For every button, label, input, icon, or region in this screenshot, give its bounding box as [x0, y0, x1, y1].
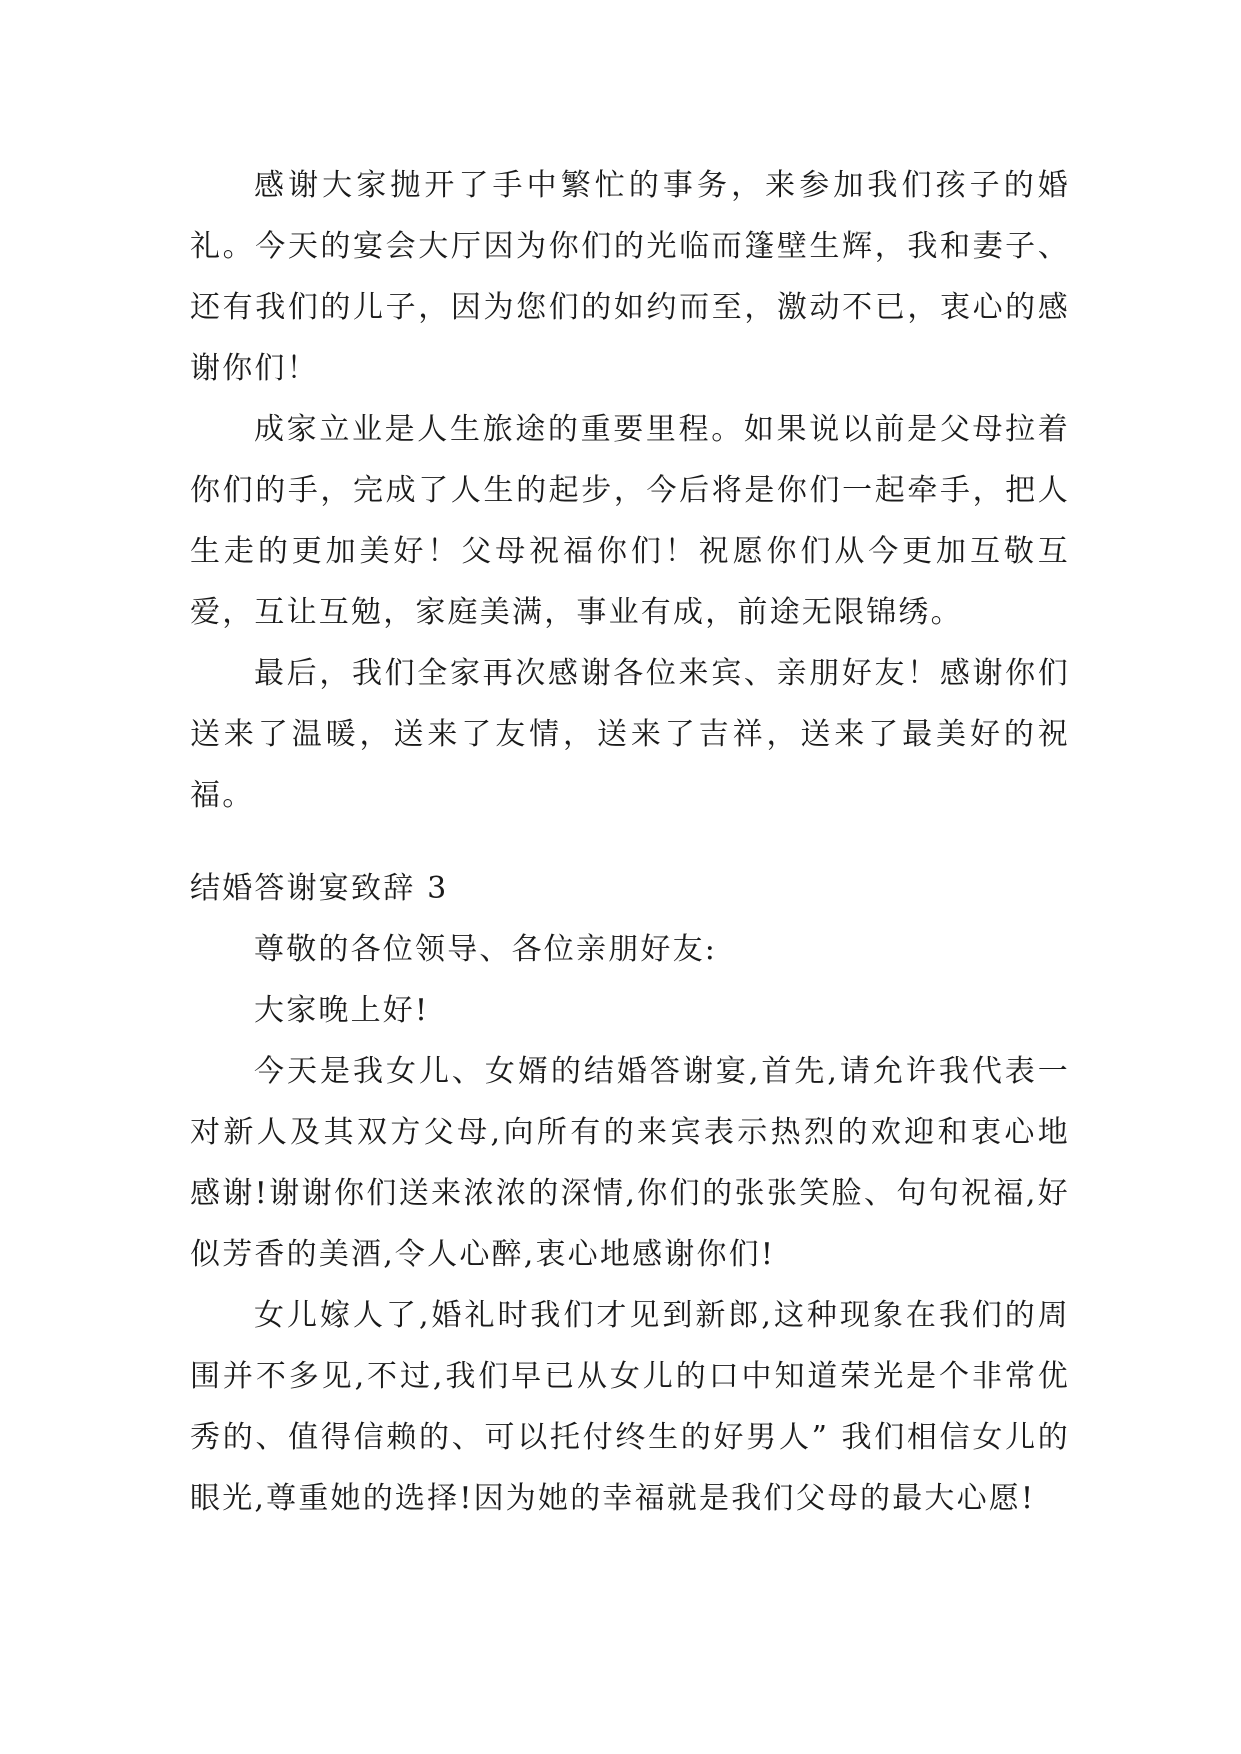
paragraph-welcome: 今天是我女儿、女婿的结婚答谢宴,首先,请允许我代表一对新人及其双方父母,向所有的来宾表示热烈的欢迎和衷心地感谢!谢谢你们送来浓浓的深情,你们的张张笑脸、句句祝福,好似芳香的美酒,令人心醉,衷心地感谢你们! [190, 1054, 1070, 1272]
paragraph-closing: 最后，我们全家再次感谢各位来宾、亲朋好友！感谢你们送来了温暖，送来了友情，送来了吉祥，送来了最美好的祝福。 [190, 656, 1070, 813]
paragraph-salutation: 大家晚上好! [254, 993, 430, 1028]
paragraph-thanks: 感谢大家抛开了手中繁忙的事务，来参加我们孩子的婚礼。今天的宴会大厅因为你们的光临而篷壁生辉，我和妻子、还有我们的儿子，因为您们的如约而至，激动不已，衷心的感谢你们！ [190, 168, 1070, 386]
paragraph-blessing: 成家立业是人生旅途的重要里程。如果说以前是父母拉着你们的手，完成了人生的起步，今后将是你们一起牵手，把人生走的更加美好！父母祝福你们！祝愿你们从今更加互敬互爱，互让互勉，家庭美满，事业有成，前途无限锦绣。 [190, 412, 1070, 630]
section-title: 结婚答谢宴致辞 3 [190, 871, 449, 906]
paragraph-greeting: 尊敬的各位领导、各位亲朋好友: [254, 932, 718, 967]
paragraph-daughter: 女儿嫁人了,婚礼时我们才见到新郎,这种现象在我们的周围并不多见,不过,我们早已从女儿的口中知道荣光是个非常优秀的、值得信赖的、可以托付终生的好男人” 我们相信女儿的眼光,尊重她的选择!因为她的幸福就是我们父母的最大心愿! [190, 1298, 1070, 1516]
